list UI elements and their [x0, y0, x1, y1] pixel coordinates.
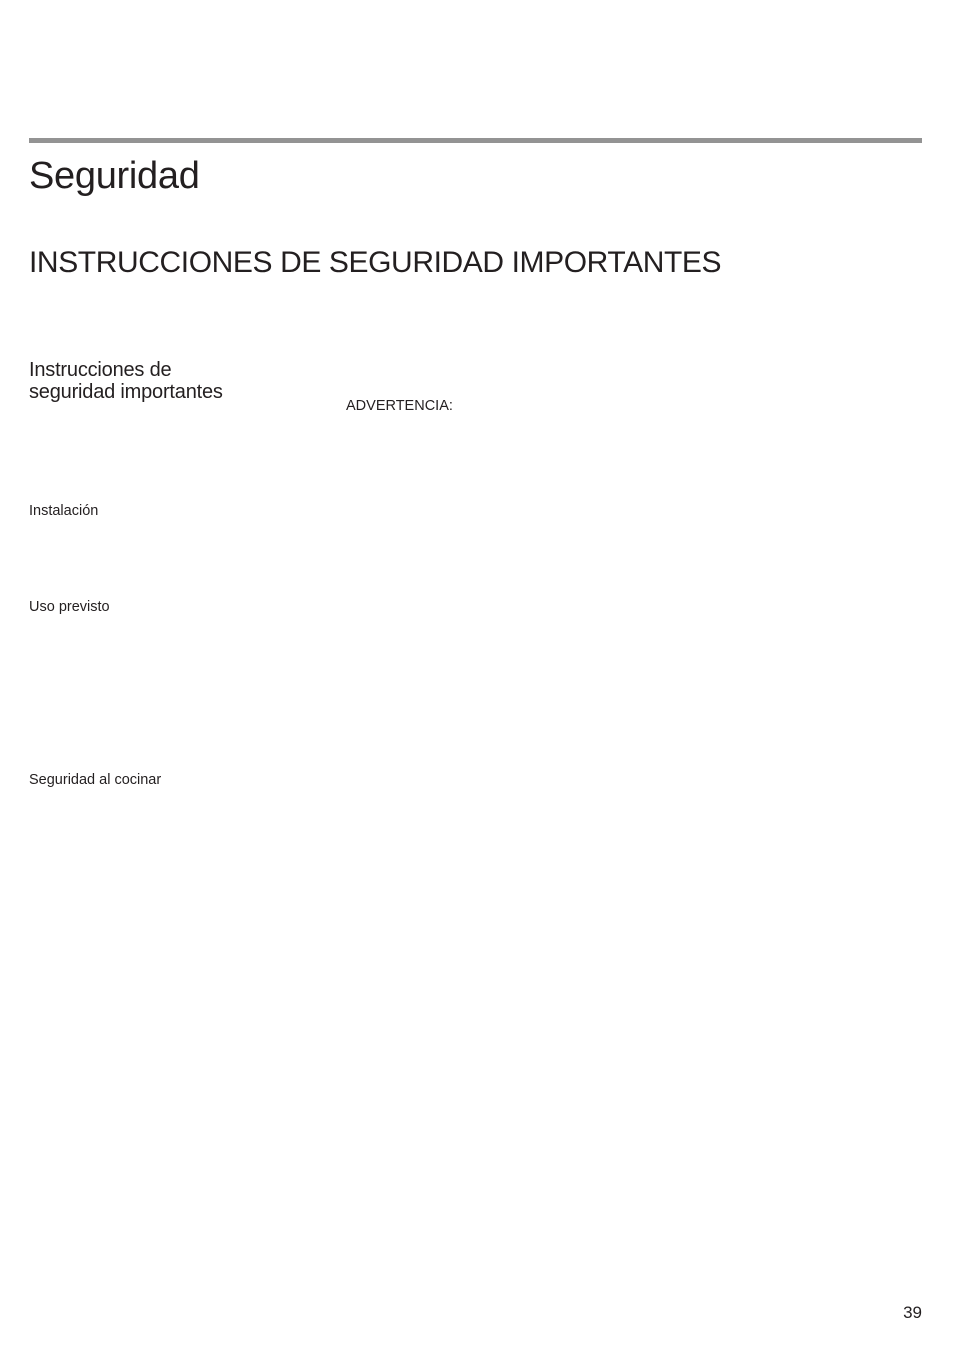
warning-label: ADVERTENCIA:	[346, 398, 453, 414]
section-heading-line1: Instrucciones de	[29, 359, 172, 381]
installation-label: Instalación	[29, 503, 99, 519]
header-rule	[29, 138, 922, 143]
intended-use-label: Uso previsto	[29, 599, 110, 615]
section-heading-line2: seguridad importantes	[29, 381, 223, 403]
section-heading	[29, 359, 223, 403]
page-title: Seguridad	[29, 155, 200, 197]
page-number: 39	[903, 1303, 922, 1322]
page-subtitle: INSTRUCCIONES DE SEGURIDAD IMPORTANTES	[29, 246, 722, 279]
cooking-safety-label: Seguridad al cocinar	[29, 772, 162, 788]
